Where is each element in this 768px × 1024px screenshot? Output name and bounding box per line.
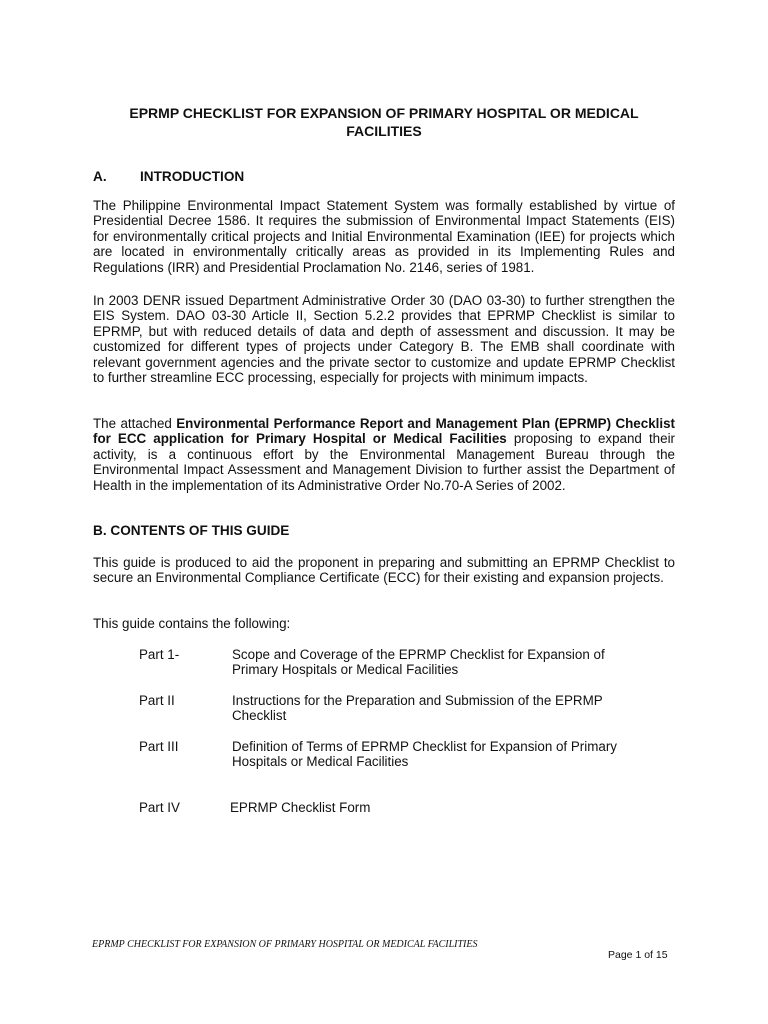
- contents-paragraph-2: This guide contains the following:: [93, 616, 291, 631]
- intro-paragraph-2: In 2003 DENR issued Department Administrative Order 30 (DAO 03-30) to further strengthen the EIS System. DAO 03-30 Article II, Section 5.2.2 provides that EPRMP Checklist is similar to EPRMP, but with reduced details of data and depth of assessment and discussion. It may be customized for different types of projects under Category B. The EMB shall coordinate with relevant government agencies and the private sector to customize and update EPRMP Checklist to further streamline ECC processing, especially for projects with minimum impacts.: [93, 293, 675, 386]
- intro-paragraph-3: [93, 416, 675, 493]
- section-a-heading: [93, 169, 244, 184]
- part-label: Part IV: [139, 800, 180, 815]
- part-description: Definition of Terms of EPRMP Checklist for Expansion of Primary Hospitals or Medical Facilities: [232, 739, 617, 770]
- section-b-heading: B. CONTENTS OF THIS GUIDE: [93, 523, 290, 538]
- part-label: Part III: [139, 739, 179, 754]
- eprmp-checklist-reference: Environmental Performance Report and Management Plan (EPRMP) Checklist for ECC application for Primary Hospital or Medical Facilities: [93, 416, 675, 447]
- intro-paragraph-3-pre: The attached: [93, 416, 177, 431]
- intro-paragraph-3-post: proposing to expand their activity, is a continuous effort by the Environmental Management Bureau through the Environmental Impact Assessment and Management Division to further assist the Department of Health in the implementation of its Administrative Order No.70-A Series of 2002.: [93, 431, 675, 493]
- intro-paragraph-1: The Philippine Environmental Impact Statement System was formally established by virtue of Presidential Decree 1586. It requires the submission of Environmental Impact Statements (EIS) for environmentally critical projects and Initial Environmental Examination (IEE) for projects which are located in environmentally critically areas as provided in its Implementing Rules and Regulations (IRR) and Presidential Proclamation No. 2146, series of 1981.: [93, 198, 675, 275]
- part-label: Part II: [139, 693, 175, 708]
- footer-running-title: EPRMP CHECKLIST FOR EXPANSION OF PRIMARY HOSPITAL OR MEDICAL FACILITIES: [92, 939, 478, 950]
- part-description: Instructions for the Preparation and Submission of the EPRMP Checklist: [232, 693, 603, 724]
- section-a-number: A.: [93, 169, 107, 184]
- document-title: EPRMP CHECKLIST FOR EXPANSION OF PRIMARY HOSPITAL OR MEDICAL FACILITIES: [129, 105, 639, 139]
- contents-paragraph-1: This guide is produced to aid the proponent in preparing and submitting an EPRMP Checklist to secure an Environmental Compliance Certificate (ECC) for their existing and expansion projects.: [93, 555, 675, 586]
- part-label: Part 1-: [139, 647, 180, 662]
- page-number: Page 1 of 15: [608, 949, 668, 961]
- part-description: EPRMP Checklist Form: [230, 800, 371, 815]
- part-description: Scope and Coverage of the EPRMP Checklist for Expansion of Primary Hospitals or Medical Facilities: [232, 647, 605, 678]
- section-a-title: INTRODUCTION: [140, 169, 245, 184]
